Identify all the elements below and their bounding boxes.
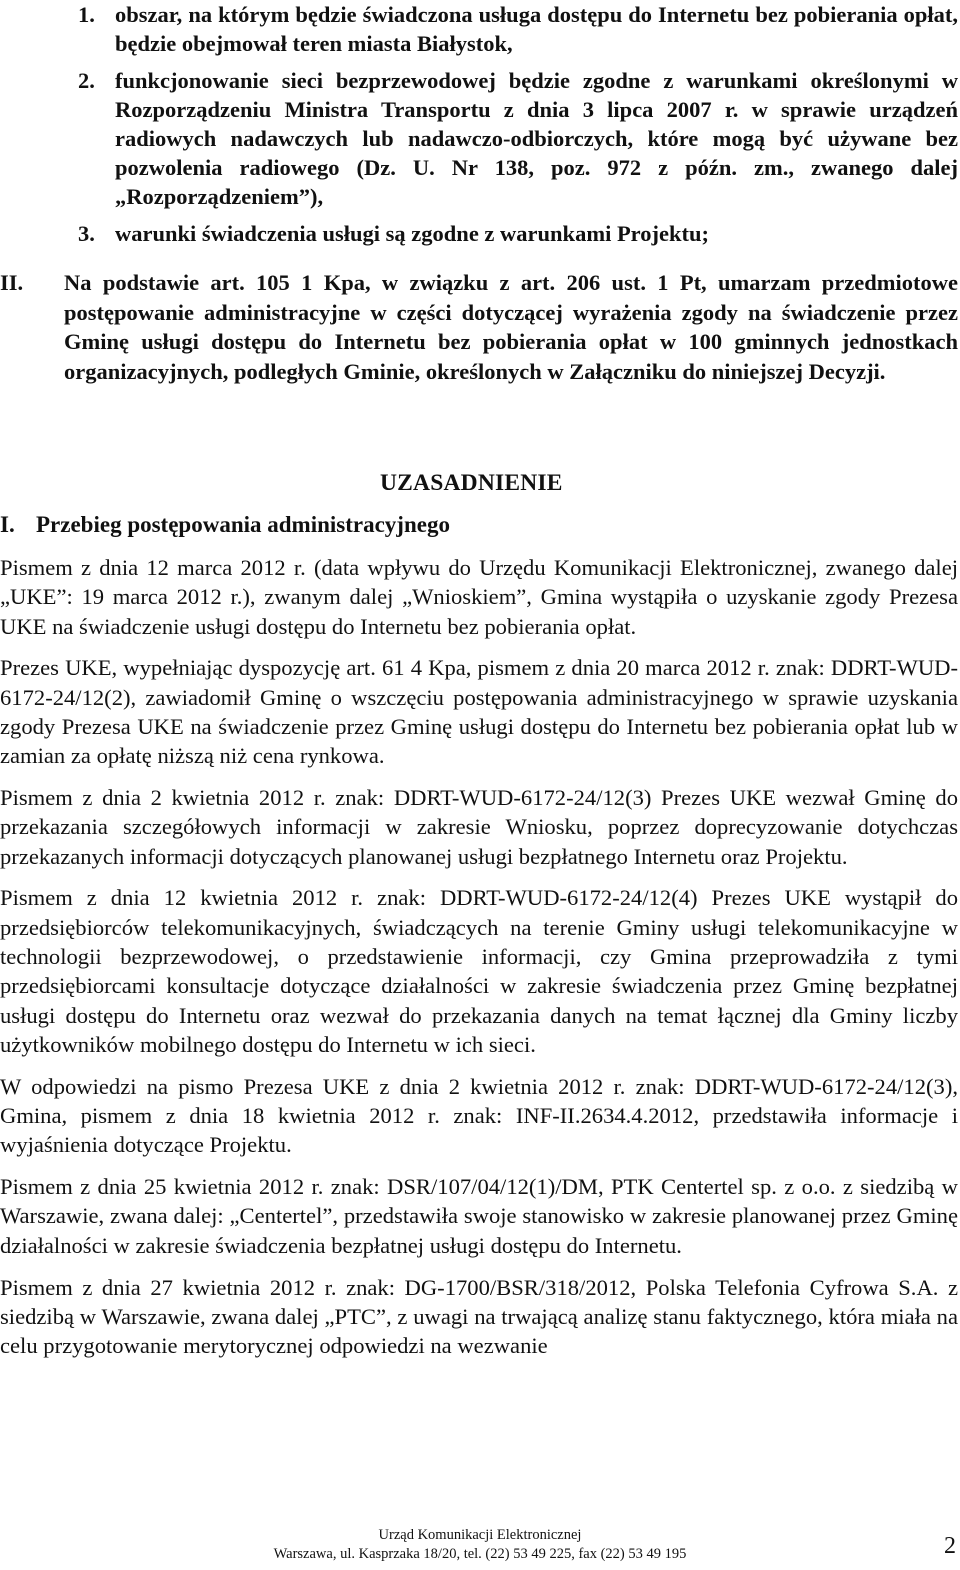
paragraph: Pismem z dnia 12 marca 2012 r. (data wpływu do Urzędu Komunikacji Elektronicznej, zwanego dalej „UKE”: 19 marca 2012 r.), zwanym dalej „Wnioskiem”, Gmina wystąpiła o uzyskanie zgody Prezesa UKE na świadczenie usługi dostępu do Internetu bez pobierania opłat. <box>0 555 958 639</box>
page-number: 2 <box>944 1533 956 1559</box>
footer-office: Urząd Komunikacji Elektronicznej <box>378 1527 582 1543</box>
paragraph: W odpowiedzi na pismo Prezesa UKE z dnia 2 kwietnia 2012 r. znak: DDRT-WUD-6172-24/12(3), Gmina, pismem z dnia 18 kwietnia 2012 r. znak: INF-II.2634.4.2012, przedstawiła informacje i wyjaśnienia dotyczące Projektu. <box>0 1073 958 1158</box>
list-item <box>78 219 958 248</box>
list-item-text: obszar, na którym będzie świadczona usługa dostępu do Internetu bez pobierania opłat, będzie obejmował teren miasta Białystok, <box>115 2 958 56</box>
list-item-number: 3. <box>78 221 95 246</box>
list-item-number: 1. <box>78 2 95 27</box>
section-ii-text: Na podstawie art. 105 1 Kpa, w związku z art. 206 ust. 1 Pt, umarzam przedmiotowe postępowanie administracyjne w części dotyczącej wyrażenia zgody na świadczenie przez Gminę usługi dostępu do Internetu bez pobierania opłat w 100 gminnych jednostkach organizacyjnych, podległych Gminie, określonych w Załączniku do niniejszej Decyzji. <box>64 270 958 384</box>
section-ii <box>0 268 958 386</box>
footer-address: Warszawa, ul. Kasprzaka 18/20, tel. (22) 53 49 225, fax (22) 53 49 195 <box>273 1546 687 1562</box>
procedure-subheading <box>0 512 450 538</box>
list-item-number: 2. <box>78 68 95 93</box>
numbered-list <box>78 0 958 256</box>
subheading-text: Przebieg postępowania administracyjnego <box>36 512 450 537</box>
page-footer <box>0 1526 960 1564</box>
paragraph: Pismem z dnia 2 kwietnia 2012 r. znak: DDRT-WUD-6172-24/12(3) Prezes UKE wezwał Gminę do przekazania szczegółowych informacji w zakresie Wniosku, poprzez doprecyzowanie dotychczas przekazanych informacji dotyczących planowanej usługi bezpłatnego Internetu oraz Projektu. <box>0 785 958 869</box>
justification-heading: UZASADNIENIE <box>380 470 563 496</box>
subheading-number: I. <box>0 512 15 537</box>
justification-body <box>0 553 958 1373</box>
paragraph: Prezes UKE, wypełniając dyspozycję art. 61 4 Kpa, pismem z dnia 20 marca 2012 r. znak: DDRT-WUD-6172-24/12(2), zawiadomił Gminę o wszczęciu postępowania administracyjnego w sprawie uzyskania zgody Prezesa UKE na świadczenie przez Gminę usługi dostępu do Internetu bez pobierania opłat lub w zamian za opłatę niższą niż cena rynkowa. <box>0 655 958 769</box>
paragraph: Pismem z dnia 27 kwietnia 2012 r. znak: DG-1700/BSR/318/2012, Polska Telefonia Cyfrowa S.A. z siedzibą w Warszawie, zwana dalej „PTC”, z uwagi na trwającą analizę stanu faktycznego, która miała na celu przygotowanie merytorycznej odpowiedzi na wezwanie <box>0 1274 958 1359</box>
paragraph: Pismem z dnia 25 kwietnia 2012 r. znak: DSR/107/04/12(1)/DM, PTK Centertel sp. z o.o. z siedzibą w Warszawie, zwana dalej: „Centertel”, przedstawiła swoje stanowisko w zakresie planowanej przez Gminę działalności w zakresie świadczenia bezpłatnej usługi dostępu do Internetu. <box>0 1174 958 1258</box>
list-item-text: funkcjonowanie sieci bezprzewodowej będzie zgodne z warunkami określonymi w Rozporządzeniu Ministra Transportu z dnia 3 lipca 2007 r. w sprawie urządzeń radiowych nadawczych lub nadawczo-odbiorczych, które mogą być używane bez pozwolenia radiowego (Dz. U. Nr 138, poz. 972 z późn. zm., zwanego dalej „Rozporządzeniem”), <box>115 68 958 209</box>
list-item <box>78 66 958 211</box>
list-item-text: warunki świadczenia usługi są zgodne z warunkami Projektu; <box>115 221 710 246</box>
list-item <box>78 0 958 58</box>
section-ii-number: II. <box>0 270 24 295</box>
paragraph: Pismem z dnia 12 kwietnia 2012 r. znak: DDRT-WUD-6172-24/12(4) Prezes UKE wystąpił do przedsiębiorców telekomunikacyjnych, świadczących na terenie Gminy usługi telekomunikacyjne w technologii bezprzewodowej, o przedstawienie informacji, czy Gmina przeprowadziła z tymi przedsiębiorcami konsultacje dotyczące działalności w zakresie świadczenia przez Gminę bezpłatnej usługi dostępu do Internetu oraz wezwał do przekazania danych na temat łącznej dla Gminy liczby użytkowników mobilnego dostępu do Internetu w ich sieci. <box>0 885 958 1057</box>
